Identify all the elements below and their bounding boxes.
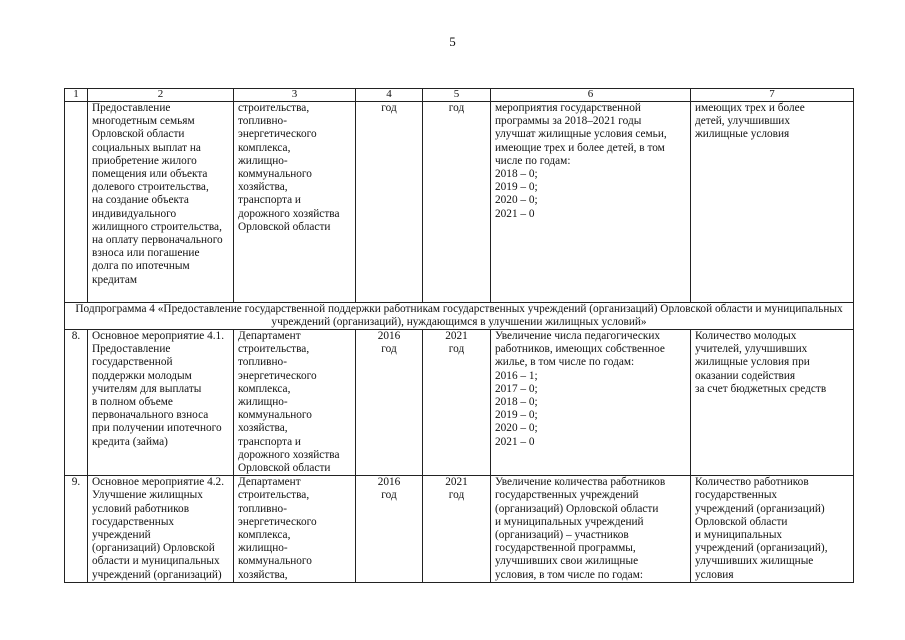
result-cell: мероприятия государственной программы за 2018–2021 годы улучшат жилищные условия семьи, имеющие трех и более детей, в том числе по годам: 2018 – 0; 2019 – 0; 2020 – 0; 2021 – 0 xyxy=(491,102,691,303)
column-number: 7 xyxy=(691,89,854,102)
executor-cell: Департамент строительства, топливно- энергетического комплекса, жилищно- коммунального хозяйства, транспорта и дорожного хозяйства Орловской области xyxy=(234,330,356,476)
end-year-cell: год xyxy=(423,102,491,303)
activity-cell: Основное мероприятие 4.1. Предоставление государственной поддержки молодым учителям для выплаты в полном объеме первоначального взноса при получении ипотечного кредита (займа) xyxy=(88,330,234,476)
start-year-cell: 2016 год xyxy=(356,330,423,476)
end-year-cell: 2021 год xyxy=(423,476,491,583)
indicator-cell: Количество молодых учителей, улучшивших жилищные условия при оказании содействия за счет бюджетных средств xyxy=(691,330,854,476)
column-number: 6 xyxy=(491,89,691,102)
column-number: 1 xyxy=(65,89,88,102)
program-table xyxy=(64,88,854,583)
row-number: 8. xyxy=(65,330,88,476)
result-cell: Увеличение числа педагогических работников, имеющих собственное жилье, в том числе по годам: 2016 – 1; 2017 – 0; 2018 – 0; 2019 – 0; 2020 – 0; 2021 – 0 xyxy=(491,330,691,476)
column-number: 3 xyxy=(234,89,356,102)
table-row xyxy=(65,330,854,476)
executor-cell: строительства, топливно- энергетического комплекса, жилищно- коммунального хозяйства, транспорта и дорожного хозяйства Орловской области xyxy=(234,102,356,303)
page-number: 5 xyxy=(449,34,456,49)
subprogram-title: Подпрограмма 4 «Предоставление государственной поддержки работникам государственных учреждений (организаций) Орловской области и муниципальных учреждений (организаций), нуждающимся в улучшении жилищных условий» xyxy=(65,303,854,330)
indicator-cell: имеющих трех и более детей, улучшивших жилищные условия xyxy=(691,102,854,303)
column-number: 5 xyxy=(423,89,491,102)
table-row xyxy=(65,476,854,583)
indicator-cell: Количество работников государственных учреждений (организаций) Орловской области и муниципальных учреждений (организаций), улучшивших жилищные условия xyxy=(691,476,854,583)
column-number-row xyxy=(65,89,854,102)
start-year-cell: год xyxy=(356,102,423,303)
column-number: 2 xyxy=(88,89,234,102)
subprogram-row xyxy=(65,303,854,330)
row-number: 9. xyxy=(65,476,88,583)
executor-cell: Департамент строительства, топливно- энергетического комплекса, жилищно- коммунального хозяйства, xyxy=(234,476,356,583)
start-year-cell: 2016 год xyxy=(356,476,423,583)
activity-cell: Предоставление многодетным семьям Орловской области социальных выплат на приобретение жилого помещения или объекта долевого строительства, на создание объекта индивидуального жилищного строительства, на оплату первоначального взноса или погашение долга по ипотечным кредитам xyxy=(88,102,234,303)
end-year-cell: 2021 год xyxy=(423,330,491,476)
result-cell: Увеличение количества работников государственных учреждений (организаций) Орловской области и муниципальных учреждений (организаций) – участников государственной программы, улучшивших свои жилищные условия, в том числе по годам: xyxy=(491,476,691,583)
row-number xyxy=(65,102,88,303)
table-row xyxy=(65,102,854,303)
activity-cell: Основное мероприятие 4.2. Улучшение жилищных условий работников государственных учреждений (организаций) Орловской области и муниципальных учреждений (организаций) xyxy=(88,476,234,583)
column-number: 4 xyxy=(356,89,423,102)
